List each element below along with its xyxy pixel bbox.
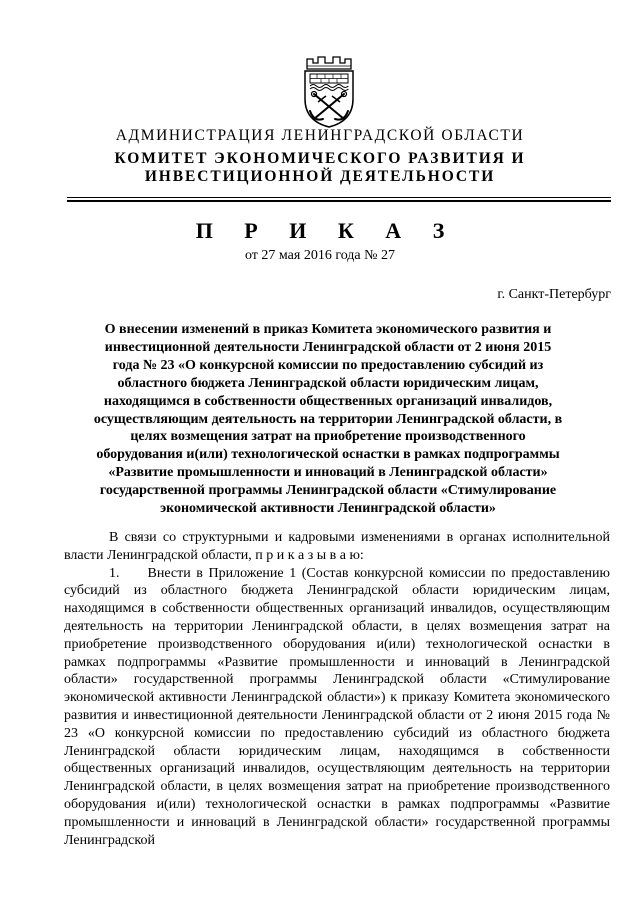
- item-1-text: Внести в Приложение 1 (Состав конкурсной комиссии по предоставлению субсидий из областного бюджета Ленинградской области юридическим лицам, находящимся в собственности общественных организаций инвалидов, осуществляющим деятельность на территории Ленинградской области, в целях возмещения затрат на приобретение производственного оборудования и(или) технологической оснастки в рамках подпрограммы «Развитие промышленности и инноваций в Ленинградской области» государственной программы Ленинградской области «Стимулирование экономической активности Ленинградской области») к приказу Комитета экономического развития и инвестиционной деятельности Ленинградской области от 2 июня 2015 года № 23 «О конкурсной комиссии по предоставлению субсидий из областного бюджета Ленинградской области юридическим лицам, находящимся в собственности общественных организаций инвалидов, осуществляющим деятельность на территории Ленинградской области, в целях возмещения затрат на приобретение производственного оборудования и(или) технологической оснастки в рамках подпрограммы «Развитие промышленности и инноваций в Ленинградской области» государственной программы Ленинградской: [64, 565, 610, 848]
- document-place: г. Санкт-Петербург: [497, 287, 611, 302]
- document-type: П Р И К А З: [195, 218, 458, 243]
- intro-paragraph: В связи со структурными и кадровыми изменениями в органах исполнительной власти Ленинградской области, п р и к а з ы в а ю:: [64, 530, 610, 563]
- item-1-paragraph: [64, 565, 610, 850]
- org-name-committee-line2: ИНВЕСТИЦИОННОЙ ДЕЯТЕЛЬНОСТИ: [144, 168, 496, 185]
- document-title: О внесении изменений в приказ Комитета экономического развития и инвестиционной деятельности Ленинградской области от 2 июня 2015 года № 23 «О конкурсной комиссии по предоставлению субсидий из областного бюджета Ленинградской области юридическим лицам, находящимся в собственности общественных организаций инвалидов, осуществляющим деятельность на территории Ленинградской области, в целях возмещения затрат на приобретение производственного оборудования и(или) технологической оснастки в рамках подпрограммы «Развитие промышленности и инноваций в Ленинградской области» государственной программы Ленинградской области «Стимулирование экономической активности Ленинградской области»: [93, 322, 563, 517]
- document-body: [64, 529, 610, 849]
- header-divider-thick: [67, 200, 611, 202]
- header-divider-thin: [67, 197, 611, 198]
- coat-of-arms-icon: [301, 55, 357, 129]
- item-1-number: 1.: [109, 565, 120, 581]
- document-date-number: от 27 мая 2016 года № 27: [244, 248, 396, 263]
- org-name-administration: АДМИНИСТРАЦИЯ ЛЕНИНГРАДСКОЙ ОБЛАСТИ: [115, 127, 525, 144]
- org-name-committee-line1: КОМИТЕТ ЭКОНОМИЧЕСКОГО РАЗВИТИЯ И: [114, 150, 526, 167]
